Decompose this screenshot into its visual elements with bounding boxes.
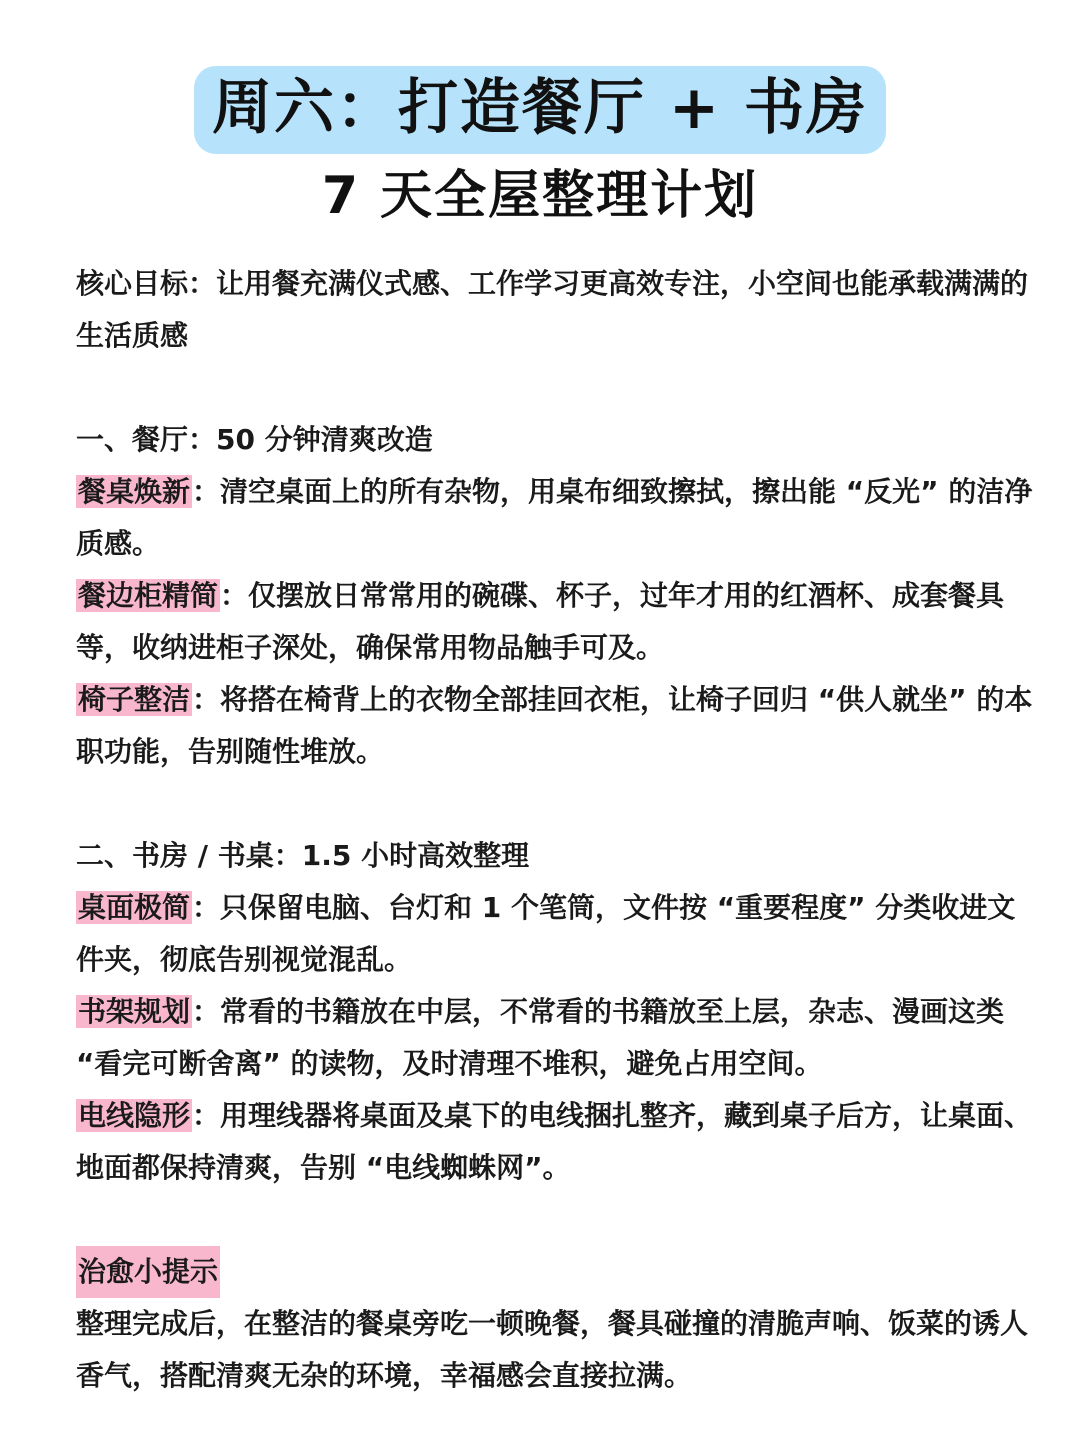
item-cables — [76, 1090, 1036, 1194]
item-chairs — [76, 674, 1036, 778]
item-text: ：常看的书籍放在中层，不常看的书籍放至上层，杂志、漫画这类 “看完可断舍离” 的读物，及时清理不堆积，避免占用空间。 — [76, 995, 1005, 1080]
item-label: 餐桌焕新 — [78, 475, 191, 508]
section-heading-study: 二、书房 / 书桌：1.5 小时高效整理 — [76, 839, 530, 872]
spacer — [76, 362, 1036, 414]
item-sideboard — [76, 570, 1036, 674]
item-desk — [76, 882, 1036, 986]
item-label: 电线隐形 — [78, 1099, 191, 1132]
spacer — [76, 778, 1036, 830]
tip-label: 治愈小提示 — [76, 1246, 220, 1298]
article-body — [76, 258, 1036, 1402]
item-label: 椅子整洁 — [78, 683, 191, 716]
item-dining-table — [76, 466, 1036, 570]
spacer — [76, 1194, 1036, 1246]
page-subtitle: 7 天全屋整理计划 — [321, 166, 759, 226]
section-heading-dining: 一、餐厅：50 分钟清爽改造 — [76, 423, 433, 456]
page-title: 周六：打造餐厅 + 书房 — [194, 66, 886, 154]
title-wrap — [0, 66, 1080, 154]
core-goal: 核心目标：让用餐充满仪式感、工作学习更高效专注，小空间也能承载满满的生活质感 — [76, 267, 1029, 352]
tip-heading — [76, 1246, 1036, 1298]
item-label: 书架规划 — [78, 995, 191, 1028]
item-text: ：清空桌面上的所有杂物，用桌布细致擦拭，擦出能 “反光” 的洁净质感。 — [76, 475, 1033, 560]
item-text: ：仅摆放日常常用的碗碟、杯子，过年才用的红酒杯、成套餐具等，收纳进柜子深处，确保常用物品触手可及。 — [76, 579, 1005, 664]
item-text: ：用理线器将桌面及桌下的电线捆扎整齐，藏到桌子后方，让桌面、地面都保持清爽，告别 “电线蜘蛛网”。 — [76, 1099, 1033, 1184]
item-label: 桌面极简 — [78, 891, 191, 924]
item-text: ：只保留电脑、台灯和 1 个笔筒，文件按 “重要程度” 分类收进文件夹，彻底告别视觉混乱。 — [76, 891, 1016, 976]
item-text: ：将搭在椅背上的衣物全部挂回衣柜，让椅子回归 “供人就坐” 的本职功能，告别随性堆放。 — [76, 683, 1033, 768]
item-label: 餐边柜精简 — [78, 579, 219, 612]
item-bookshelf — [76, 986, 1036, 1090]
tip-text: 整理完成后，在整洁的餐桌旁吃一顿晚餐，餐具碰撞的清脆声响、饭菜的诱人香气，搭配清爽无杂的环境，幸福感会直接拉满。 — [76, 1307, 1029, 1392]
